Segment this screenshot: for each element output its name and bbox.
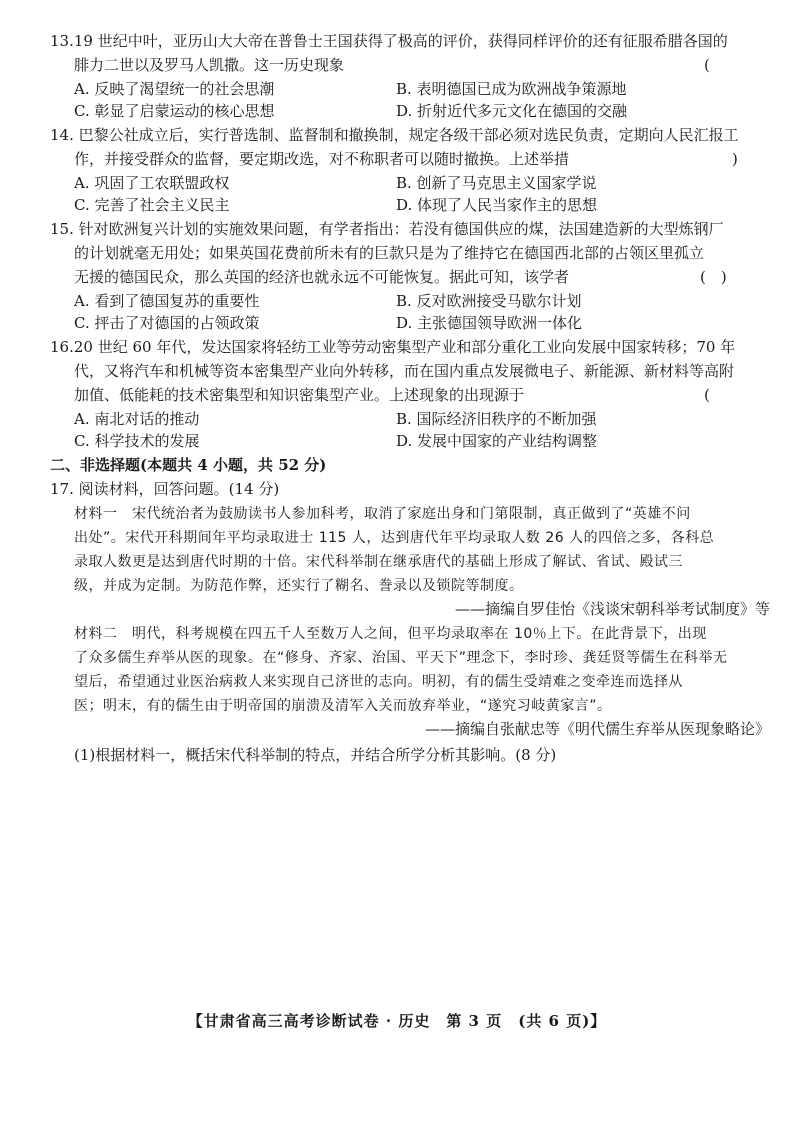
q16-stem-line1: 16.20 世纪 60 年代，发达国家将轻纺工业等劳动密集型产业和部分重化工业向发展中国家转移；70 年: [50, 338, 736, 356]
q15-stem-line3: 无援的德国民众，那么英国的经济也就永远不可能恢复。据此可知，该学者: [74, 268, 570, 286]
q13-options-row2: [74, 100, 746, 122]
q14-stem-line1: 14. 巴黎公社成立后，实行普选制、监督制和撤换制，规定各级干部必须对选民负责，定期向人民汇报工: [50, 126, 739, 144]
q14-options-row2: [74, 194, 746, 216]
q13-option-a: A. 反映了渴望统一的社会思潮: [74, 80, 275, 98]
q17-stem: 17. 阅读材料，回答问题。(14 分): [50, 480, 280, 498]
q15-answer-paren: ( ): [700, 268, 727, 286]
q17-material2-line2: 了众多儒生弃举从医的现象。在“修身、齐家、治国、平天下”理念下，李时珍、龚廷贤等儒生在科举无: [74, 650, 728, 666]
q15-option-b: B. 反对欧洲接受马歇尔计划: [396, 292, 582, 310]
q17-material2-line1: 材料二 明代，科考规模在四五千人至数万人之间，但平均录取率在 10％上下。在此背景下，出现: [74, 626, 707, 642]
q16-option-c: C. 科学技术的发展: [74, 432, 200, 450]
q13-answer-paren: (: [704, 56, 710, 74]
q15-option-c: C. 抨击了对德国的占领政策: [74, 314, 260, 332]
q17-material1-line3: 录取人数更是达到唐代时期的十倍。宋代科举制在继承唐代的基础上形成了解试、省试、殿试三: [74, 554, 683, 570]
q17-material2-source: ——摘编自张献忠等《明代儒生弃举从医现象略论》: [424, 720, 770, 738]
q14-option-d: D. 体现了人民当家作主的思想: [396, 196, 598, 214]
q16-stem-line3: 加值、低能耗的技术密集型和知识密集型产业。上述现象的出现源于: [74, 386, 525, 404]
q15-stem-line1: 15. 针对欧洲复兴计划的实施效果问题，有学者指出：若没有德国供应的煤，法国建造新的大型炼钢厂: [50, 220, 724, 238]
q14-stem-line2: 作，并接受群众的监督，要定期改选，对不称职者可以随时撤换。上述举措: [74, 150, 570, 168]
q16-answer-paren: (: [704, 386, 710, 404]
q16-stem-line2: 代，又将汽车和机械等资本密集型产业向外转移，而在国内重点发展微电子、新能源、新材料等高附: [74, 362, 735, 380]
q17-material1-line1: 材料一 宋代统治者为鼓励读书人参加科考，取消了家庭出身和门第限制，真正做到了“英雄不问: [74, 506, 691, 522]
q13-option-b: B. 表明德国已成为欧洲战争策源地: [396, 80, 627, 98]
q13-option-c: C. 彰显了启蒙运动的核心思想: [74, 102, 275, 120]
q17-material1-source: ——摘编自罗佳怡《浅谈宋朝科举考试制度》等: [454, 600, 770, 618]
q14-options-row1: [74, 172, 746, 194]
q17-material2-line3: 望后，希望通过业医治病救人来实现自己济世的志向。明初，有的儒生受靖难之变牵连而选择从: [74, 674, 683, 690]
q14-option-a: A. 巩固了工农联盟政权: [74, 174, 230, 192]
q16-options-row2: [74, 430, 746, 452]
q16-option-b: B. 国际经济旧秩序的不断加强: [396, 410, 597, 428]
q13-stem-line1: 13.19 世纪中叶，亚历山大大帝在普鲁士王国获得了极高的评价，获得同样评价的还有征服希腊各国的: [50, 32, 728, 50]
page-footer: 【甘肃省高三高考诊断试卷 · 历史 第 3 页 (共 6 页)】: [187, 1012, 607, 1030]
q16-option-d: D. 发展中国家的产业结构调整: [396, 432, 598, 450]
q16-option-a: A. 南北对话的推动: [74, 410, 200, 428]
q13-option-d: D. 折射近代多元文化在德国的交融: [396, 102, 628, 120]
q15-option-a: A. 看到了德国复苏的重要性: [74, 292, 260, 310]
q15-options-row1: [74, 290, 746, 312]
q16-options-row1: [74, 408, 746, 430]
q17-subquestion-1: (1)根据材料一，概括宋代科举制的特点，并结合所学分析其影响。(8 分): [74, 746, 557, 764]
q14-option-b: B. 创新了马克思主义国家学说: [396, 174, 597, 192]
q14-answer-paren: ): [732, 150, 738, 168]
q13-options-row1: [74, 78, 746, 100]
section-heading-nonchoice: 二、非选择题(本题共 4 小题，共 52 分): [50, 456, 327, 474]
q17-material1-line2: 出处”。宋代开科期间年平均录取进士 115 人，达到唐代年平均录取人数 26 人的四倍之多，各科总: [74, 530, 715, 546]
q17-material2-line4: 医；明末，有的儒生由于明帝国的崩溃及清军入关而放弃举业，“遂究习岐黄家言”。: [74, 698, 612, 714]
q15-option-d: D. 主张德国领导欧洲一体化: [396, 314, 583, 332]
q17-material1-line4: 级，并成为定制。为防范作弊，还实行了糊名、誊录以及锁院等制度。: [74, 578, 524, 594]
q15-options-row2: [74, 312, 746, 334]
q14-option-c: C. 完善了社会主义民主: [74, 196, 230, 214]
q13-stem-line2: 腓力二世以及罗马人凯撒。这一历史现象: [74, 56, 345, 74]
q15-stem-line2: 的计划就毫无用处；如果英国花费前所未有的巨款只是为了维持它在德国西北部的占领区里孤立: [74, 244, 705, 262]
